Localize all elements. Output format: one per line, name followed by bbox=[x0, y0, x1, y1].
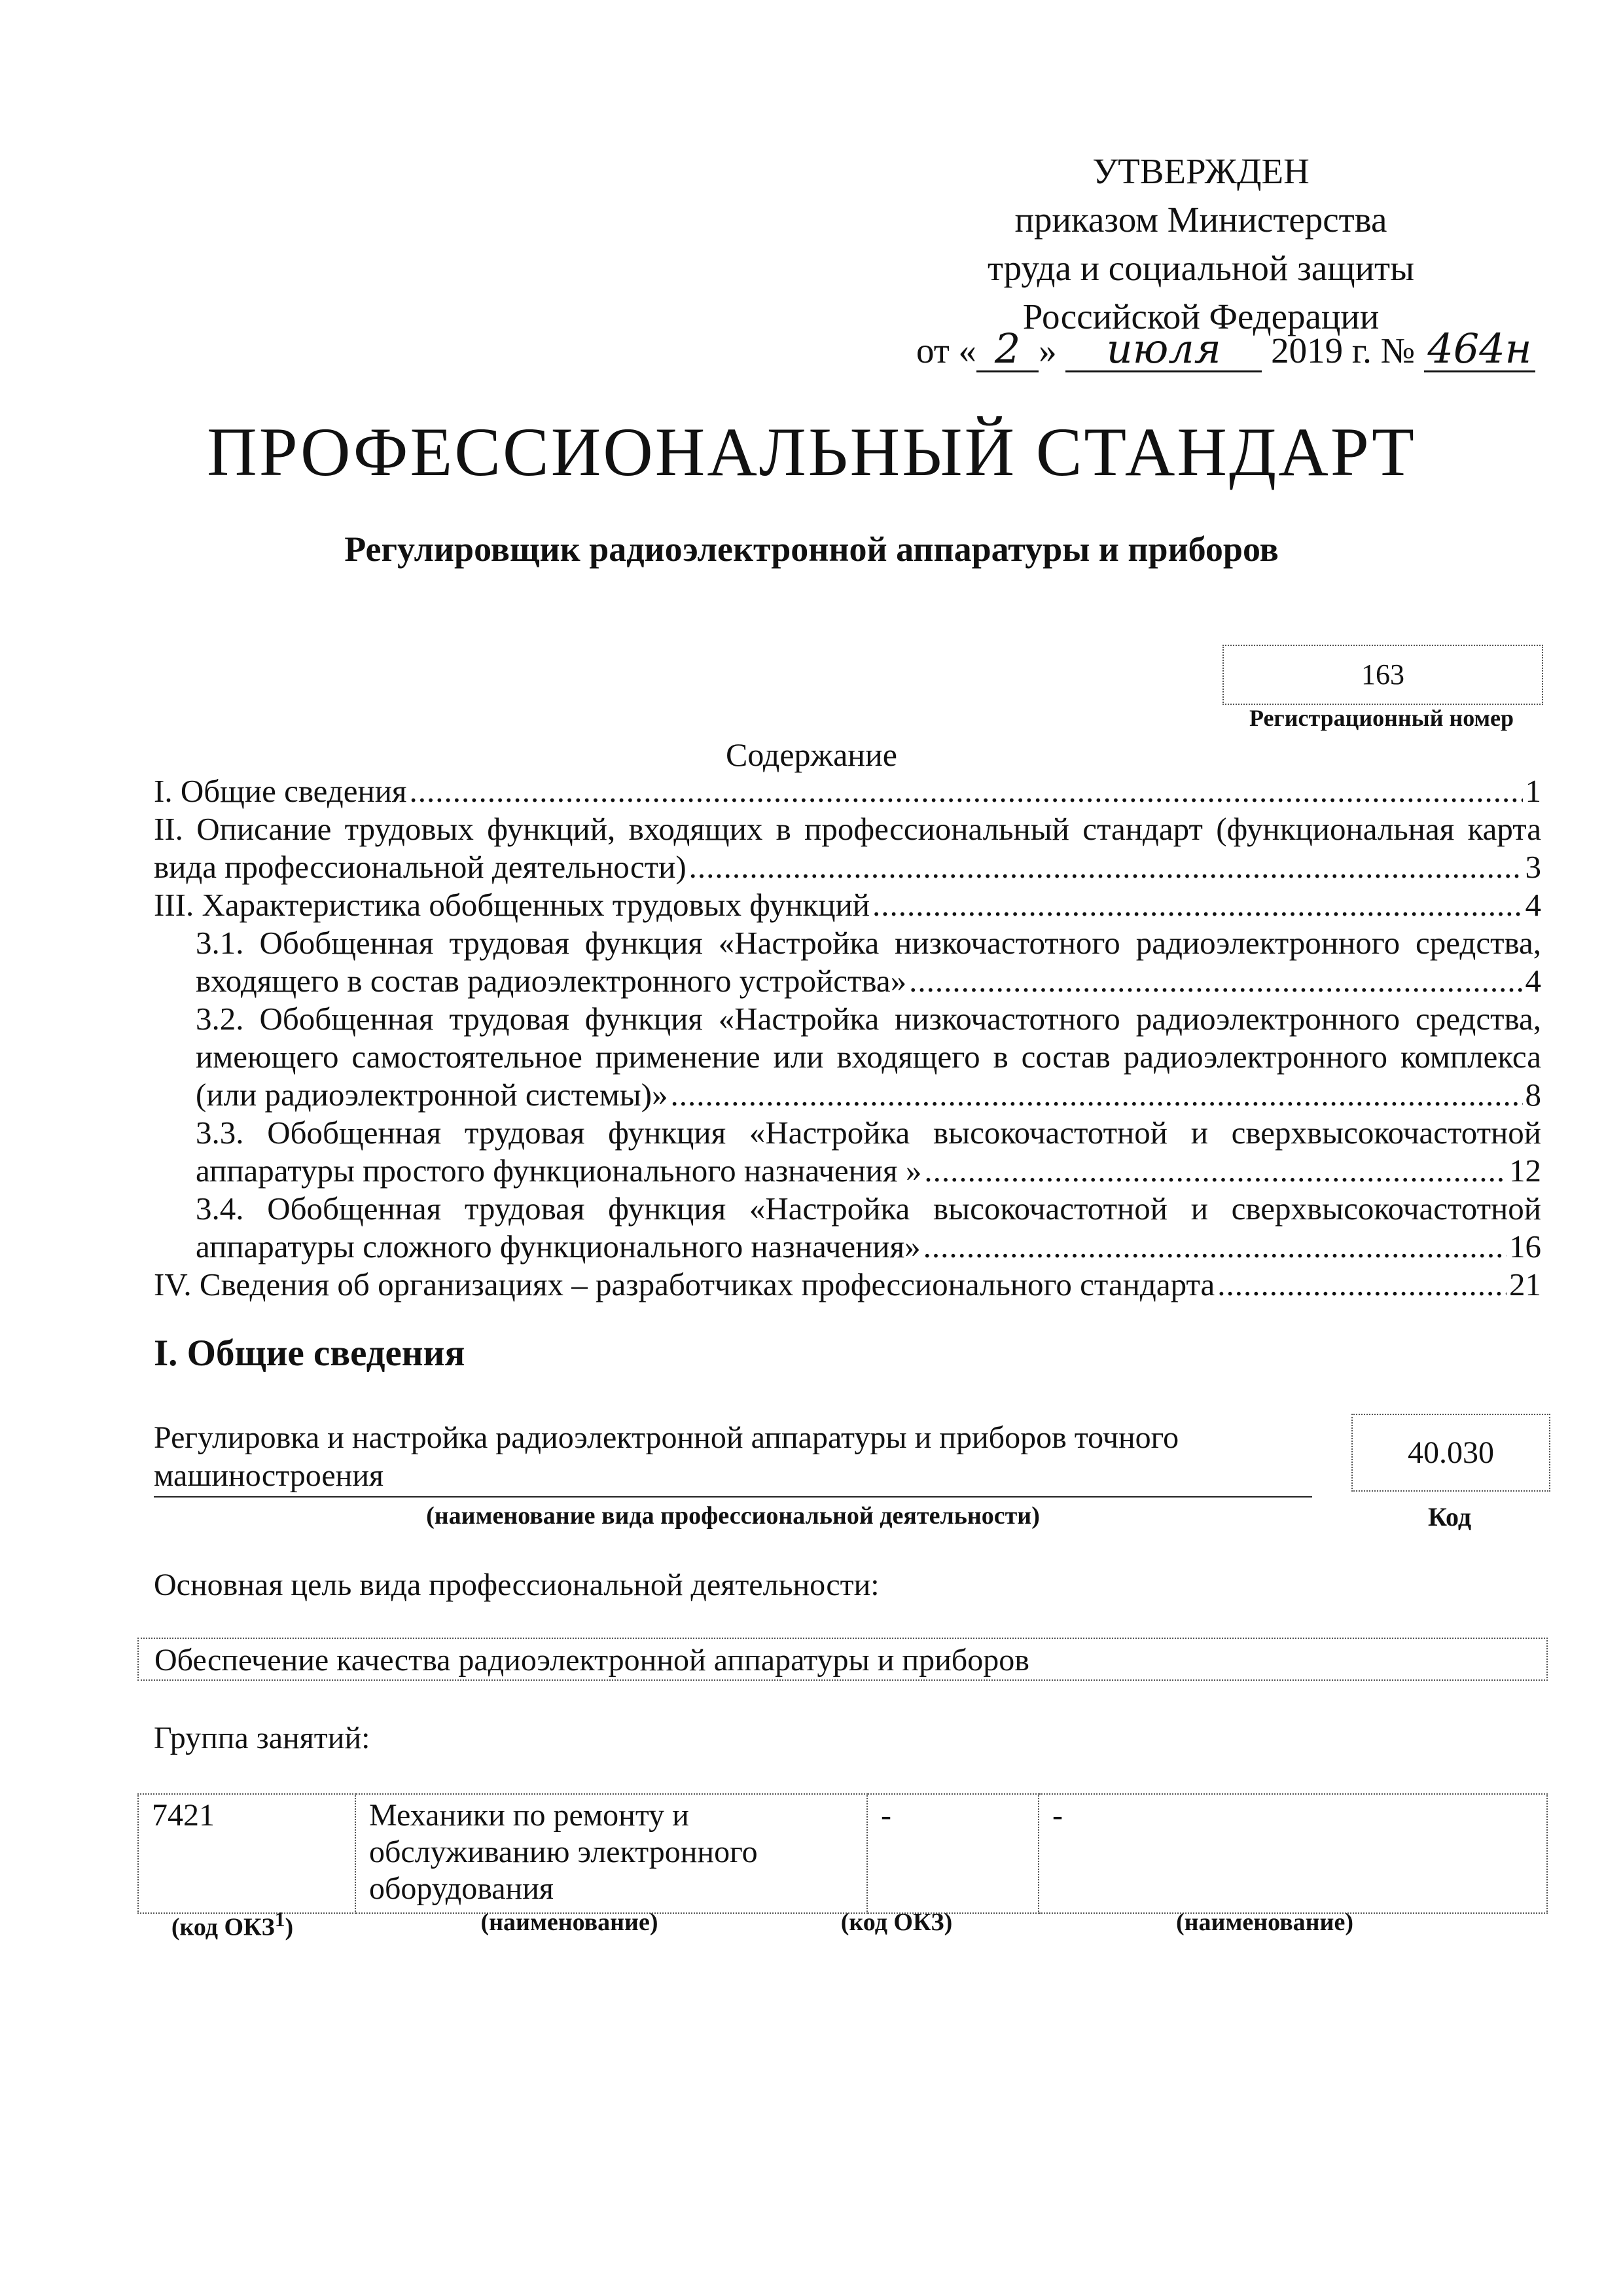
table-row bbox=[138, 1794, 1547, 1913]
goal-label: Основная цель вида профессиональной деятельности: bbox=[154, 1568, 880, 1602]
group-label: Группа занятий: bbox=[154, 1721, 370, 1755]
table-cell-name: Механики по ремонту и обслуживанию электронного оборудования bbox=[355, 1794, 867, 1913]
date-month: июля bbox=[1065, 327, 1262, 372]
toc-leader-dots bbox=[409, 772, 1522, 810]
toc-entry-iii[interactable]: III. Характеристика обобщенных трудовых функций ..... 4 bbox=[154, 886, 1541, 924]
caption-name-2: (наименование) bbox=[1176, 1909, 1353, 1936]
toc-leader-dots bbox=[924, 1152, 1507, 1190]
caption-name: (наименование) bbox=[480, 1909, 658, 1936]
toc-entry-ii[interactable]: II. Описание трудовых функций, входящих в профессиональный стандарт (функциональная карта вида профессиональной деятельности) ..... 3 bbox=[154, 810, 1541, 886]
activity-kind-text: Регулировка и настройка радиоэлектронной аппаратуры и приборов точного машиностроения bbox=[154, 1420, 1179, 1493]
toc-entry-3-3[interactable]: 3.3. Обобщенная трудовая функция «Настройка высокочастотной и сверхвысокочастотной аппаратуры простого функционального назначения » ..... 12 bbox=[154, 1114, 1541, 1190]
toc-entry-3-2[interactable]: 3.2. Обобщенная трудовая функция «Настройка низкочастотного радиоэлектронного средства, имеющего самостоятельное применение или входящего в состав радиоэлектронного комплекса (или радиоэлектронной системы)» ..... 8 bbox=[154, 1000, 1541, 1114]
table-cell-code-2: - bbox=[867, 1794, 1039, 1913]
caption-okz-code: (код ОКЗ$^1$) bbox=[171, 1908, 294, 1941]
table-of-contents bbox=[154, 772, 1541, 1304]
toc-leader-dots bbox=[923, 1228, 1507, 1266]
toc-leader-dots bbox=[671, 1076, 1523, 1114]
table-cell-code: 7421 bbox=[138, 1794, 355, 1913]
toc-heading: Содержание bbox=[726, 736, 897, 773]
date-day: 2 bbox=[976, 327, 1039, 372]
toc-entry-3-1[interactable]: 3.1. Обобщенная трудовая функция «Настройка низкочастотного радиоэлектронного средства, входящего в состав радиоэлектронного устройства» ..... 4 bbox=[154, 924, 1541, 1000]
table-cell-name-2: - bbox=[1039, 1794, 1547, 1913]
document-title: ПРОФЕССИОНАЛЬНЫЙ СТАНДАРТ bbox=[207, 414, 1416, 490]
toc-leader-dots bbox=[689, 848, 1523, 886]
caption-okz-code-2: (код ОКЗ) bbox=[840, 1909, 953, 1936]
activity-kind-underline bbox=[154, 1496, 1312, 1498]
toc-entry-i[interactable]: I. Общие сведения ..... 1 bbox=[154, 772, 1541, 810]
document-subtitle: Регулировщик радиоэлектронной аппаратуры и приборов bbox=[344, 529, 1279, 569]
goal-box: Обеспечение качества радиоэлектронной аппаратуры и приборов bbox=[137, 1638, 1548, 1681]
date-mid: » bbox=[1039, 331, 1057, 370]
toc-leader-dots bbox=[909, 962, 1522, 1000]
order-number: 464н bbox=[1424, 327, 1535, 372]
activity-code-box: 40.030 bbox=[1351, 1414, 1550, 1492]
activity-code-caption: Код bbox=[1427, 1502, 1472, 1532]
date-prefix: от « bbox=[916, 331, 977, 370]
occupation-group-table bbox=[137, 1793, 1548, 1914]
date-year: 2019 г. № bbox=[1271, 331, 1416, 370]
table-captions bbox=[137, 1908, 1548, 1942]
approval-title: УТВЕРЖДЕН bbox=[1092, 151, 1310, 191]
activity-kind-caption: (наименование вида профессиональной деятельности) bbox=[426, 1502, 1040, 1530]
toc-entry-3-4[interactable]: 3.4. Обобщенная трудовая функция «Настройка высокочастотной и сверхвысокочастотной аппаратуры сложного функционального назначения» ..... 16 bbox=[154, 1190, 1541, 1266]
approval-line-4: Российской Федерации bbox=[1022, 296, 1380, 336]
registration-number-box: 163 bbox=[1222, 645, 1543, 705]
registration-number-label: Регистрационный номер bbox=[1249, 705, 1514, 731]
toc-entry-iv[interactable]: IV. Сведения об организациях – разработчиках профессионального стандарта ..... 21 bbox=[154, 1266, 1541, 1304]
section-heading: I. Общие сведения bbox=[154, 1333, 465, 1374]
approval-block bbox=[870, 147, 1531, 341]
order-date-line bbox=[916, 327, 1535, 372]
approval-line-2: приказом Министерства bbox=[1014, 200, 1387, 240]
toc-leader-dots bbox=[872, 886, 1522, 924]
approval-line-3: труда и социальной защиты bbox=[987, 248, 1415, 288]
toc-leader-dots bbox=[1217, 1266, 1507, 1304]
